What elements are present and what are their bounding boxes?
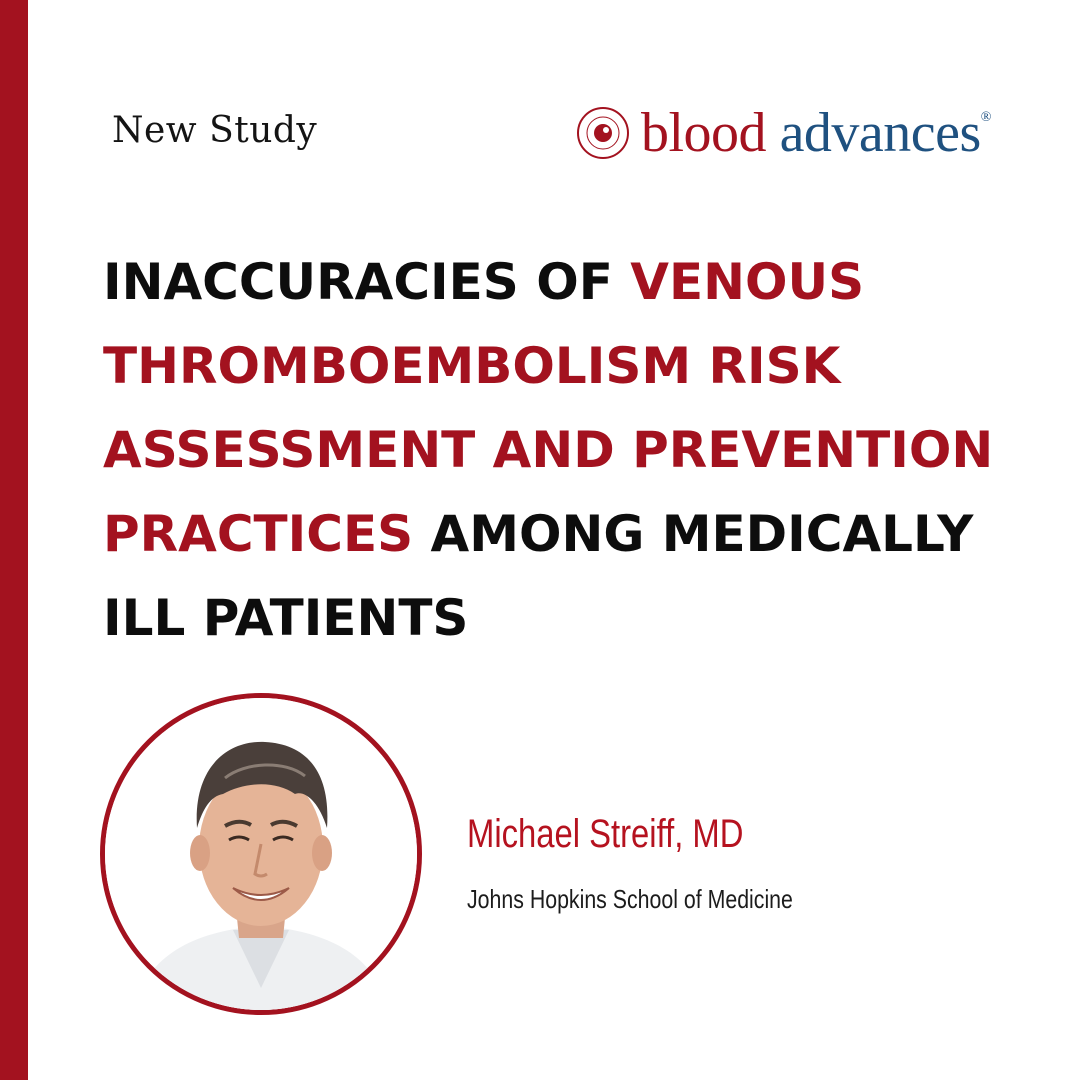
brand-word-blood: blood xyxy=(641,102,767,164)
study-headline xyxy=(103,240,1063,660)
kicker-label: New Study xyxy=(112,110,318,151)
brand-word-advances: advances xyxy=(779,102,981,164)
headline-line-3: ASSESSMENT AND PREVENTION xyxy=(103,421,994,479)
ash-seal-icon xyxy=(575,105,631,161)
headline-segment: INACCURACIES OF xyxy=(103,253,631,311)
headline-segment: AMONG MEDICALLY xyxy=(413,505,974,563)
headline-segment-accent: PRACTICES xyxy=(103,505,414,563)
headline-line-5: ILL PATIENTS xyxy=(103,589,469,647)
headline-line-1 xyxy=(103,240,1063,324)
registered-mark: ® xyxy=(980,110,991,125)
author-affiliation: Johns Hopkins School of Medicine xyxy=(467,884,793,914)
headline-segment-accent: VENOUS xyxy=(630,253,865,311)
author-name: Michael Streiff, MD xyxy=(467,812,744,856)
journal-logo xyxy=(575,98,991,168)
headline-line-2: THROMBOEMBOLISM RISK xyxy=(103,337,841,395)
author-portrait xyxy=(105,698,417,1010)
left-accent-bar xyxy=(0,0,28,1080)
author-photo-frame xyxy=(100,693,422,1015)
headline-line-4 xyxy=(103,492,1063,576)
